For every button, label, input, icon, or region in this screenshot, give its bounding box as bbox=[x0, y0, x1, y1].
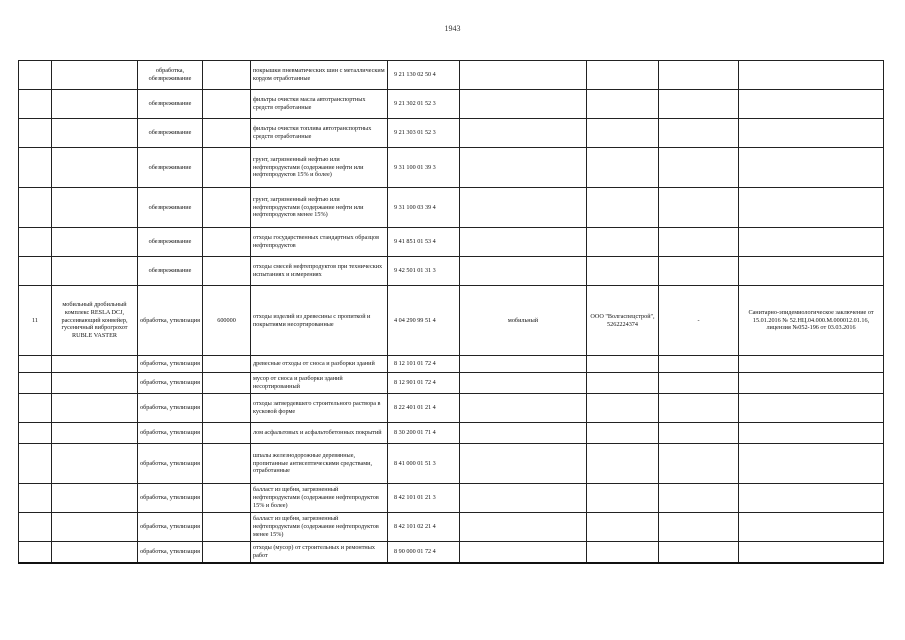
object-name-cell bbox=[52, 257, 138, 286]
waste-name-cell: фильтры очистки масла автотранспортных средств отработанные bbox=[251, 90, 388, 119]
waste-name-cell: грунт, загрязненный нефтью или нефтепродуктами (содержание нефти или нефтепродуктов менее 15%) bbox=[251, 188, 388, 228]
capacity-cell bbox=[203, 61, 251, 90]
table-row bbox=[19, 513, 884, 542]
placement-cell bbox=[460, 61, 587, 90]
table-row bbox=[19, 119, 884, 148]
table-row bbox=[19, 394, 884, 423]
table-row bbox=[19, 356, 884, 373]
operation-cell: обезвреживание bbox=[138, 257, 203, 286]
capacity-cell: 600000 bbox=[203, 286, 251, 356]
waste-name-cell: покрышки пневматических шин с металлическим кордом отработанные bbox=[251, 61, 388, 90]
placement-cell bbox=[460, 444, 587, 484]
operator-cell bbox=[587, 542, 659, 563]
placement-cell: мобильный bbox=[460, 286, 587, 356]
document-cell bbox=[739, 257, 884, 286]
operator-cell bbox=[587, 90, 659, 119]
table-row bbox=[19, 257, 884, 286]
operation-cell: обработка, утилизация bbox=[138, 444, 203, 484]
object-name-cell bbox=[52, 188, 138, 228]
placement-cell bbox=[460, 542, 587, 563]
extra-cell: - bbox=[659, 286, 739, 356]
object-name-cell bbox=[52, 228, 138, 257]
object-name-cell bbox=[52, 119, 138, 148]
extra-cell bbox=[659, 373, 739, 394]
waste-code-cell: 9 42 501 01 31 3 bbox=[388, 257, 460, 286]
operator-cell bbox=[587, 228, 659, 257]
operator-cell bbox=[587, 257, 659, 286]
capacity-cell bbox=[203, 484, 251, 513]
document-cell bbox=[739, 373, 884, 394]
waste-code-cell: 9 41 851 01 53 4 bbox=[388, 228, 460, 257]
placement-cell bbox=[460, 484, 587, 513]
page-number: 1943 bbox=[444, 24, 461, 33]
capacity-cell bbox=[203, 394, 251, 423]
waste-code-cell: 9 21 130 02 50 4 bbox=[388, 61, 460, 90]
placement-cell bbox=[460, 513, 587, 542]
document-cell bbox=[739, 119, 884, 148]
object-name-cell bbox=[52, 373, 138, 394]
row-number-cell bbox=[19, 188, 52, 228]
capacity-cell bbox=[203, 444, 251, 484]
row-number-cell bbox=[19, 148, 52, 188]
capacity-cell bbox=[203, 90, 251, 119]
document-cell bbox=[739, 484, 884, 513]
extra-cell bbox=[659, 394, 739, 423]
operation-cell: обезвреживание bbox=[138, 188, 203, 228]
operation-cell: обработка, утилизация bbox=[138, 513, 203, 542]
extra-cell bbox=[659, 257, 739, 286]
waste-name-cell: отходы смесей нефтепродуктов при технических испытаниях и измерениях bbox=[251, 257, 388, 286]
document-cell bbox=[739, 542, 884, 563]
object-name-cell bbox=[52, 423, 138, 444]
row-number-cell bbox=[19, 356, 52, 373]
operation-cell: обезвреживание bbox=[138, 228, 203, 257]
capacity-cell bbox=[203, 513, 251, 542]
waste-name-cell: грунт, загрязненный нефтью или нефтепродуктами (содержание нефти или нефтепродуктов 15% и более) bbox=[251, 148, 388, 188]
capacity-cell bbox=[203, 119, 251, 148]
extra-cell bbox=[659, 119, 739, 148]
row-number-cell bbox=[19, 228, 52, 257]
operation-cell: обезвреживание bbox=[138, 90, 203, 119]
operation-cell: обработка, утилизация bbox=[138, 484, 203, 513]
row-number-cell: 11 bbox=[19, 286, 52, 356]
waste-name-cell: отходы (мусор) от строительных и ремонтных работ bbox=[251, 542, 388, 563]
object-name-cell bbox=[52, 484, 138, 513]
waste-name-cell: мусор от сноса и разборки зданий несортированный bbox=[251, 373, 388, 394]
placement-cell bbox=[460, 119, 587, 148]
waste-code-cell: 9 21 302 01 52 3 bbox=[388, 90, 460, 119]
object-name-cell bbox=[52, 542, 138, 563]
extra-cell bbox=[659, 444, 739, 484]
table-row bbox=[19, 286, 884, 356]
row-number-cell bbox=[19, 394, 52, 423]
capacity-cell bbox=[203, 356, 251, 373]
operator-cell bbox=[587, 484, 659, 513]
object-name-cell bbox=[52, 513, 138, 542]
operator-cell: ООО "Волгаспецстрой", 5262224374 bbox=[587, 286, 659, 356]
extra-cell bbox=[659, 356, 739, 373]
waste-code-cell: 8 12 901 01 72 4 bbox=[388, 373, 460, 394]
waste-code-cell: 8 42 101 01 21 3 bbox=[388, 484, 460, 513]
table-row bbox=[19, 542, 884, 563]
row-number-cell bbox=[19, 513, 52, 542]
object-name-cell bbox=[52, 61, 138, 90]
document-cell bbox=[739, 90, 884, 119]
object-name-cell bbox=[52, 148, 138, 188]
row-number-cell bbox=[19, 484, 52, 513]
object-name-cell bbox=[52, 444, 138, 484]
operator-cell bbox=[587, 373, 659, 394]
extra-cell bbox=[659, 484, 739, 513]
extra-cell bbox=[659, 542, 739, 563]
waste-name-cell: фильтры очистки топлива автотранспортных средств отработанные bbox=[251, 119, 388, 148]
document-cell bbox=[739, 513, 884, 542]
document-cell bbox=[739, 394, 884, 423]
waste-code-cell: 4 04 290 99 51 4 bbox=[388, 286, 460, 356]
operation-cell: обезвреживание bbox=[138, 119, 203, 148]
operator-cell bbox=[587, 188, 659, 228]
operation-cell: обезвреживание bbox=[138, 148, 203, 188]
document-cell bbox=[739, 61, 884, 90]
waste-code-cell: 8 90 000 01 72 4 bbox=[388, 542, 460, 563]
table-row bbox=[19, 423, 884, 444]
placement-cell bbox=[460, 90, 587, 119]
waste-code-cell: 9 21 303 01 52 3 bbox=[388, 119, 460, 148]
document-cell bbox=[739, 423, 884, 444]
waste-code-cell: 8 41 000 01 51 3 bbox=[388, 444, 460, 484]
row-number-cell bbox=[19, 119, 52, 148]
table-row bbox=[19, 90, 884, 119]
waste-name-cell: отходы затвердевшего строительного раствора в кусковой форме bbox=[251, 394, 388, 423]
operator-cell bbox=[587, 148, 659, 188]
operation-cell: обработка, обезвреживание bbox=[138, 61, 203, 90]
operation-cell: обработка, утилизация bbox=[138, 373, 203, 394]
waste-name-cell: балласт из щебня, загрязненный нефтепродуктами (содержание нефтепродуктов менее 15%) bbox=[251, 513, 388, 542]
operator-cell bbox=[587, 423, 659, 444]
extra-cell bbox=[659, 423, 739, 444]
extra-cell bbox=[659, 228, 739, 257]
capacity-cell bbox=[203, 228, 251, 257]
row-number-cell bbox=[19, 423, 52, 444]
operator-cell bbox=[587, 444, 659, 484]
capacity-cell bbox=[203, 188, 251, 228]
placement-cell bbox=[460, 373, 587, 394]
row-number-cell bbox=[19, 373, 52, 394]
operator-cell bbox=[587, 356, 659, 373]
placement-cell bbox=[460, 257, 587, 286]
operation-cell: обработка, утилизация bbox=[138, 423, 203, 444]
placement-cell bbox=[460, 423, 587, 444]
extra-cell bbox=[659, 90, 739, 119]
operation-cell: обработка, утилизация bbox=[138, 542, 203, 563]
table-row bbox=[19, 148, 884, 188]
operation-cell: обработка, утилизация bbox=[138, 356, 203, 373]
extra-cell bbox=[659, 188, 739, 228]
extra-cell bbox=[659, 61, 739, 90]
document-cell bbox=[739, 188, 884, 228]
document-cell bbox=[739, 356, 884, 373]
waste-name-cell: лом асфальтовых и асфальтобетонных покрытий bbox=[251, 423, 388, 444]
waste-name-cell: шпалы железнодорожные деревянные, пропитанные антисептическими средствами, отработанные bbox=[251, 444, 388, 484]
waste-name-cell: древесные отходы от сноса и разборки зданий bbox=[251, 356, 388, 373]
table-row bbox=[19, 228, 884, 257]
waste-code-cell: 8 12 101 01 72 4 bbox=[388, 356, 460, 373]
document-cell bbox=[739, 444, 884, 484]
operator-cell bbox=[587, 119, 659, 148]
operator-cell bbox=[587, 394, 659, 423]
operation-cell: обработка, утилизация bbox=[138, 394, 203, 423]
capacity-cell bbox=[203, 423, 251, 444]
object-name-cell bbox=[52, 90, 138, 119]
waste-name-cell: отходы государственных стандартных образцов нефтепродуктов bbox=[251, 228, 388, 257]
row-number-cell bbox=[19, 61, 52, 90]
table-row bbox=[19, 484, 884, 513]
row-number-cell bbox=[19, 90, 52, 119]
operator-cell bbox=[587, 513, 659, 542]
table-row bbox=[19, 444, 884, 484]
table-row bbox=[19, 373, 884, 394]
operation-cell: обработка, утилизация bbox=[138, 286, 203, 356]
capacity-cell bbox=[203, 257, 251, 286]
row-number-cell bbox=[19, 542, 52, 563]
placement-cell bbox=[460, 356, 587, 373]
document-cell bbox=[739, 148, 884, 188]
waste-name-cell: балласт из щебня, загрязненный нефтепродуктами (содержание нефтепродуктов 15% и более) bbox=[251, 484, 388, 513]
object-name-cell bbox=[52, 356, 138, 373]
extra-cell bbox=[659, 148, 739, 188]
capacity-cell bbox=[203, 148, 251, 188]
object-name-cell: мобильный дробильный комплекс RESLA DCJ, рассеивающий конвейер, гусеничный виброгрохот RUBLE VASTER bbox=[52, 286, 138, 356]
document-cell: Санитарно-эпидемиологическое заключение от 15.01.2016 № 52.НЦ.04.000.М.000012.01.16, лицензия №052-196 от 03.03.2016 bbox=[739, 286, 884, 356]
waste-code-cell: 8 42 101 02 21 4 bbox=[388, 513, 460, 542]
capacity-cell bbox=[203, 373, 251, 394]
placement-cell bbox=[460, 394, 587, 423]
row-number-cell bbox=[19, 257, 52, 286]
waste-facility-table bbox=[18, 60, 884, 564]
waste-name-cell: отходы изделий из древесины с пропиткой и покрытиями несортированные bbox=[251, 286, 388, 356]
operator-cell bbox=[587, 61, 659, 90]
row-number-cell bbox=[19, 444, 52, 484]
extra-cell bbox=[659, 513, 739, 542]
table-row bbox=[19, 188, 884, 228]
placement-cell bbox=[460, 228, 587, 257]
document-cell bbox=[739, 228, 884, 257]
table-row bbox=[19, 61, 884, 90]
capacity-cell bbox=[203, 542, 251, 563]
waste-code-cell: 8 22 401 01 21 4 bbox=[388, 394, 460, 423]
waste-code-cell: 8 30 200 01 71 4 bbox=[388, 423, 460, 444]
object-name-cell bbox=[52, 394, 138, 423]
placement-cell bbox=[460, 188, 587, 228]
placement-cell bbox=[460, 148, 587, 188]
waste-code-cell: 9 31 100 01 39 3 bbox=[388, 148, 460, 188]
waste-code-cell: 9 31 100 03 39 4 bbox=[388, 188, 460, 228]
